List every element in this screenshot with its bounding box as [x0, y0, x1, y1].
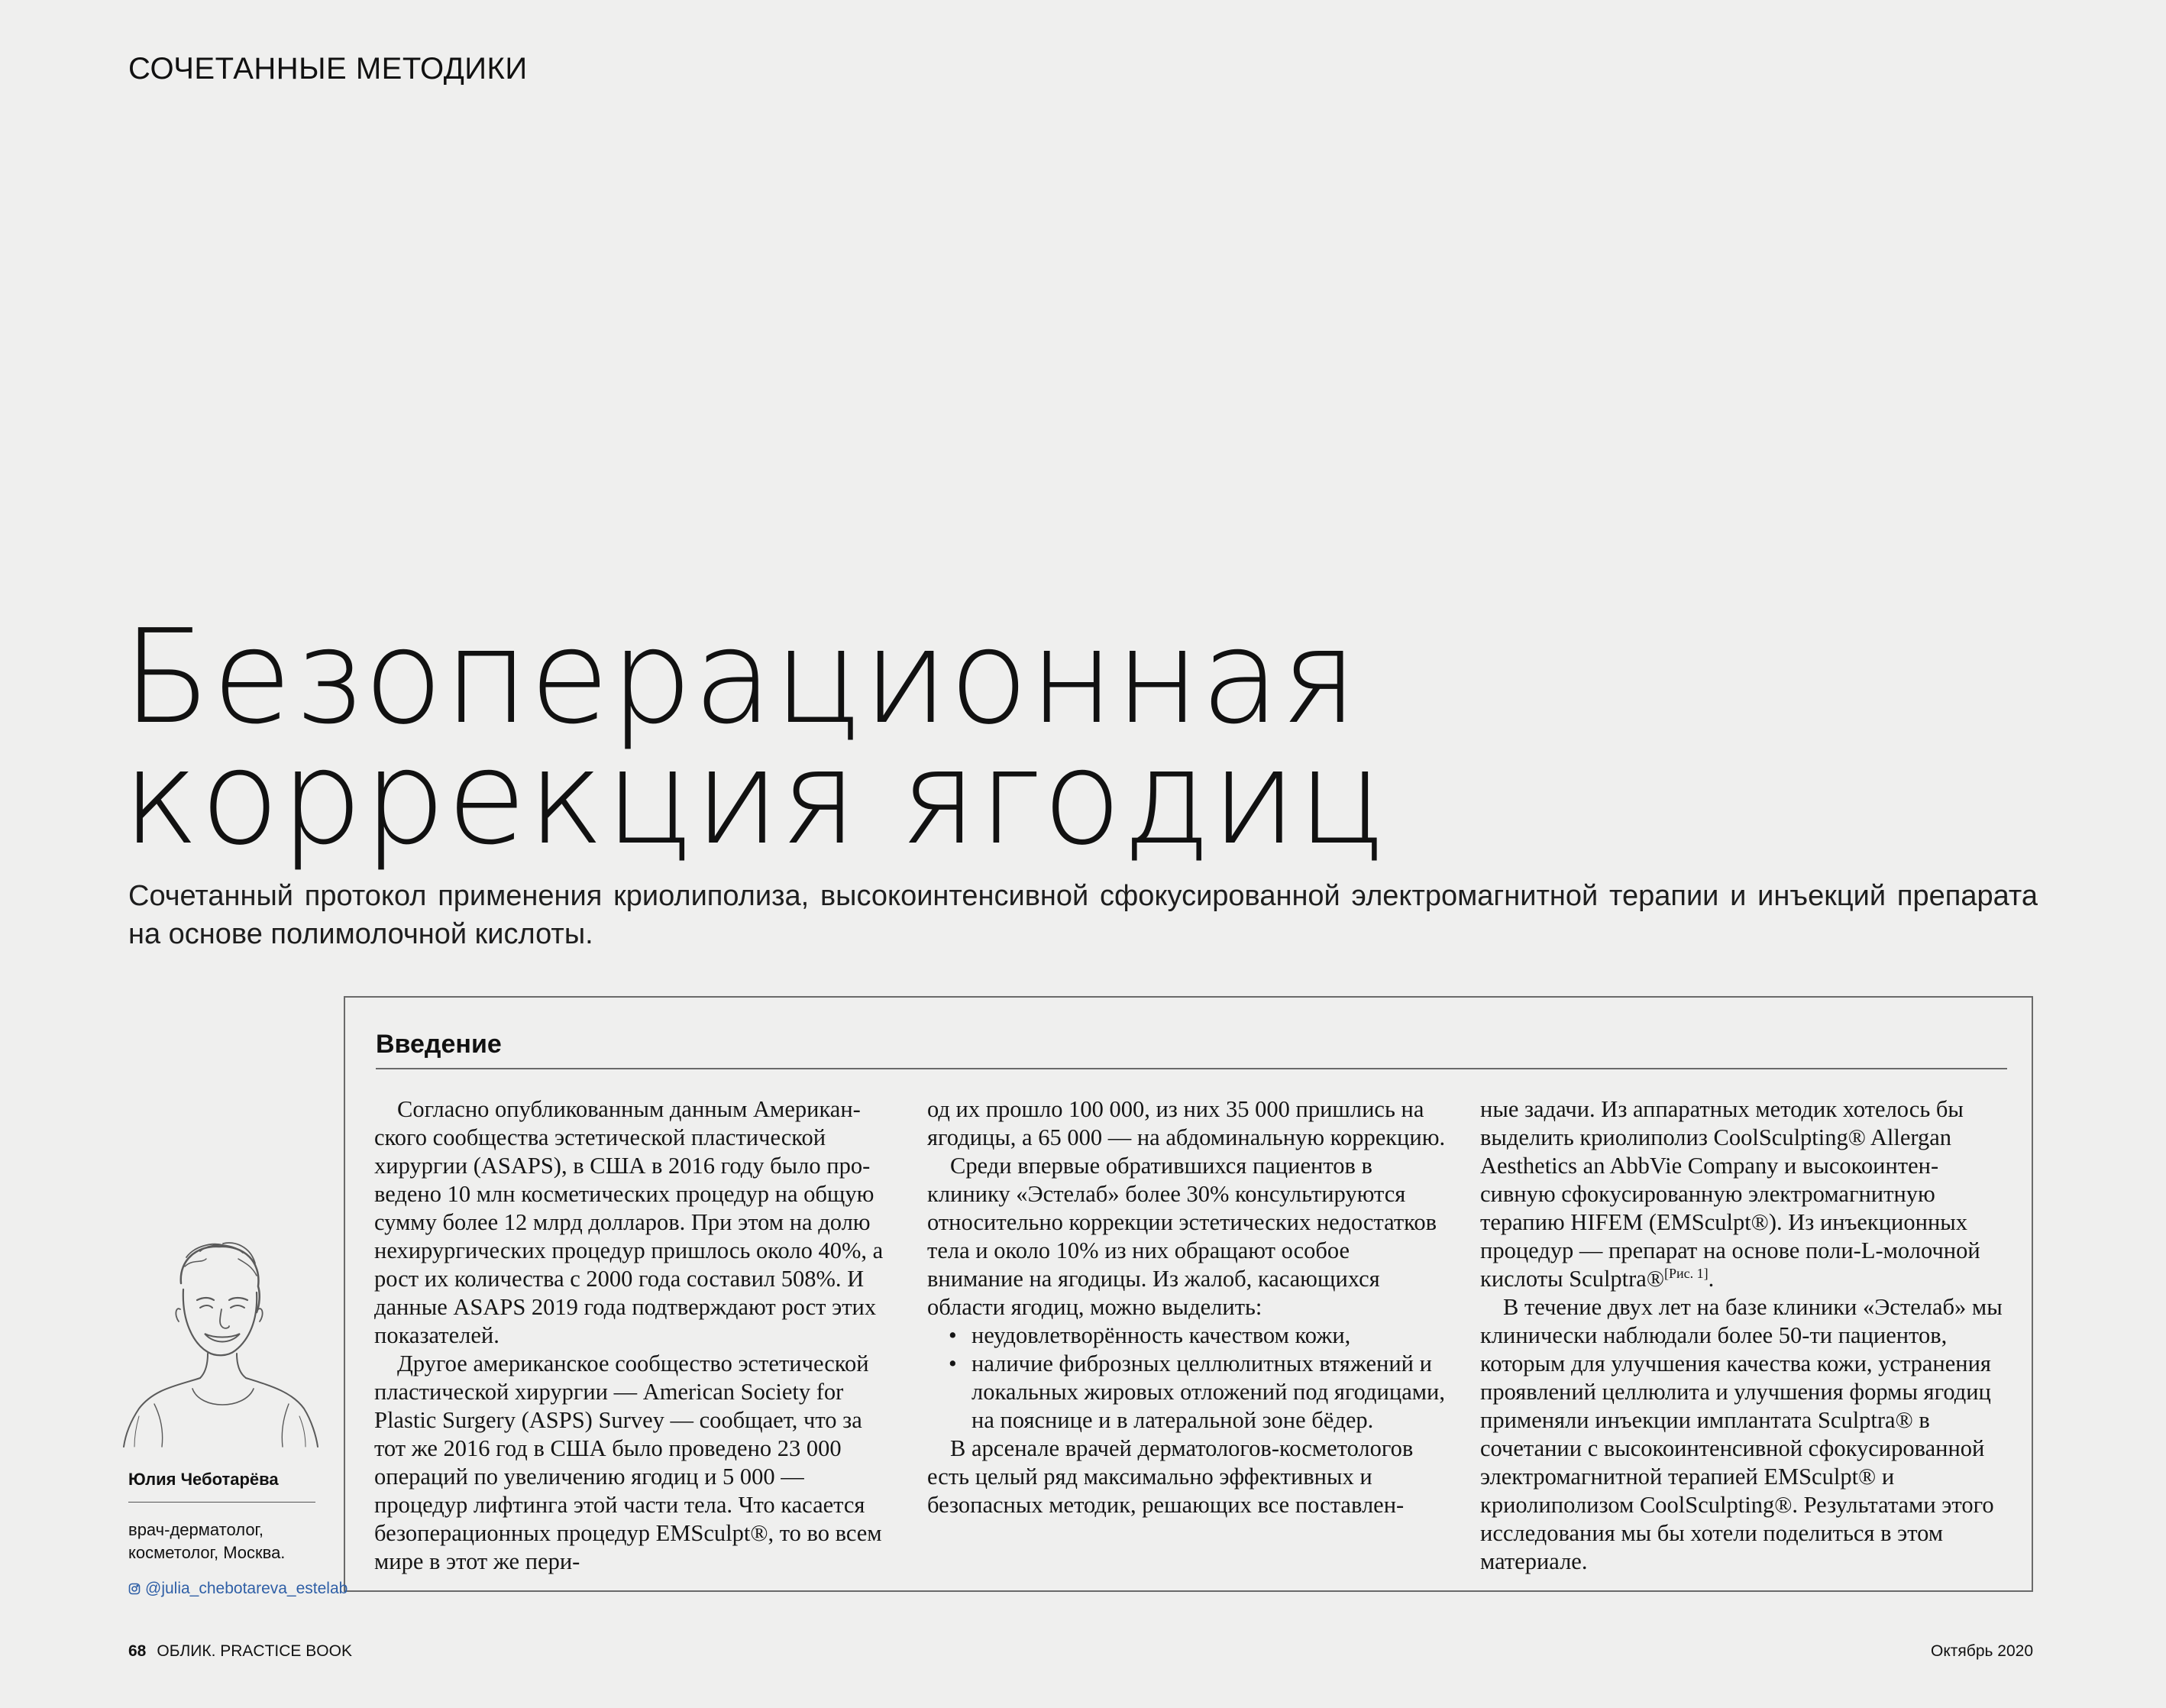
paragraph-end: . — [1708, 1266, 1715, 1292]
paragraph: В арсенале врачей дерматологов-косметологов есть целый ряд максимально эффективных и безопасных методик, решающих все поставлен- — [927, 1435, 1414, 1518]
paragraph: Среди впервые обратившихся пациентов в клинику «Эстелаб» более 30% консультируются относительно коррекции эстетических недостатков тела и около 10% из них обращают особое внимание на ягодицы. Из жалоб, касающихся области ягодиц, можно выделить: — [927, 1153, 1437, 1320]
paragraph — [1480, 1095, 2003, 1293]
article-subtitle: Сочетанный протокол применения криолиполиза, высокоинтенсивной сфокусированной электромагнитной терапии и инъекций препарата на основе полимолочной кислоты. — [128, 880, 2038, 950]
intro-column-2 — [927, 1095, 1450, 1519]
page-number: 68 — [128, 1642, 147, 1660]
author-portrait — [108, 1236, 330, 1450]
publication-name: ОБЛИК. PRACTICE BOOK — [157, 1642, 352, 1660]
author-name: Юлия Чеботарёва — [128, 1470, 279, 1489]
intro-box — [344, 996, 2033, 1592]
author-role: врач-дерматолог, косметолог, Москва. — [128, 1520, 286, 1562]
complaints-list — [927, 1321, 1450, 1435]
paragraph: Другое американское сообщество эстетической пластической хирургии — American Society for Plastic Surgery (ASPS) Survey — сообщает, что за тот же 2016 год в США было проведено 23 000 операций по увеличению ягодиц и 5 000 — процедур лифтинга этой части тела. Что касается безоперационных процедур EMSculpt®, то во всем мире в этот же пери- — [374, 1351, 882, 1574]
paragraph: Согласно опубликованным данным Американского сообщества эстетической пластической хирургии (ASAPS), в США в 2016 году было проведено 10 млн косметических процедур на общую сумму более 12 млрд долларов. При этом на долю нехирургических процедур пришлось около 40%, а рост их количества с 2000 года составил 508%. И данные ASAPS 2019 года подтверждают рост этих показателей. — [374, 1096, 884, 1348]
list-item: • неудовлетворённость качеством кожи, — [971, 1321, 1450, 1350]
article-title-line-2: коррекция ягодиц — [122, 723, 1387, 874]
author-handle-text[interactable]: @julia_chebotareva_estelab — [145, 1580, 348, 1597]
article-title — [122, 602, 1497, 874]
intro-divider — [376, 1068, 2007, 1069]
paragraph: од их прошло 100 000, из них 35 000 пришлись на ягодицы, а 65 000 — на абдоминальную коррекцию. — [927, 1096, 1446, 1150]
paragraph: В течение двух лет на базе клиники «Эстелаб» мы клинически наблюдали более 50-ти пациентов, которым для улучшения качества кожи, устранения проявлений целлюлита и улучшения формы ягодиц применяли инъекции имплантата Sculptra® в сочетании с высокоинтенсивной сфокусированной электромагнитной терапией EMSculpt® и криолиполизом CoolSculpting®. Результатами этого исследования мы бы хотели поделиться в этом материале. — [1480, 1294, 2003, 1574]
figure-reference[interactable]: [Рис. 1] — [1664, 1265, 1709, 1281]
article-title-line-1: Безоперационная — [122, 602, 1359, 753]
author-instagram-link[interactable] — [128, 1580, 348, 1598]
instagram-icon — [128, 1583, 141, 1595]
section-label: СОЧЕТАННЫЕ МЕТОДИКИ — [128, 52, 528, 86]
intro-column-3 — [1480, 1095, 2003, 1576]
list-item: • наличие фиброзных целлюлитных втяжений и локальных жировых отложений под ягодицами, на пояснице и в латеральной зоне бёдер. — [971, 1350, 1450, 1435]
paragraph-text: ные задачи. Из аппаратных методик хотелось бы выделить криолиполиз CoolSculpting® Allergan Aesthetics an AbbVie Company и высокоинтенсивную сфокусированную электромагнитную терапию HIFEM (EMSculpt®). Из инъекционных процедур — препарат на основе поли-L-молочной кислоты Sculptra® — [1480, 1096, 1980, 1292]
issue-date: Октябрь 2020 — [1931, 1642, 2033, 1660]
intro-column-1 — [374, 1095, 897, 1576]
author-divider — [128, 1502, 315, 1503]
footer-left — [128, 1642, 352, 1661]
intro-heading: Введение — [376, 1030, 502, 1059]
